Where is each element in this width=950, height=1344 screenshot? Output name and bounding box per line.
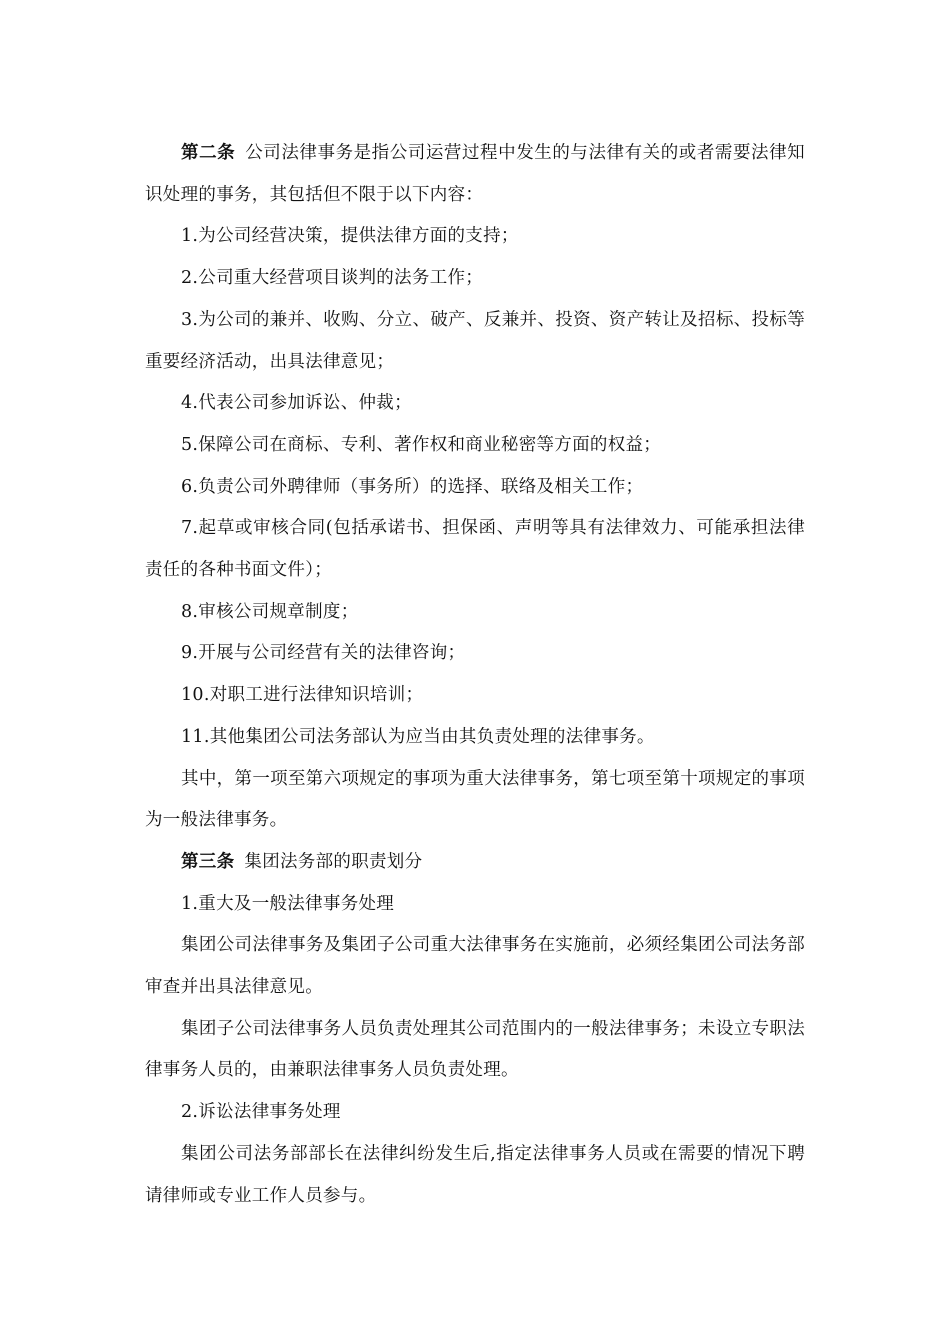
article-2-label: 第二条 xyxy=(181,143,236,163)
list-item: 7.起草或审核合同(包括承诺书、担保函、声明等具有法律效力、可能承担法律责任的各种书面文件）； xyxy=(145,518,805,581)
section-2-paragraph: 集团公司法务部部长在法律纠纷发生后,指定法律事务人员或在需要的情况下聘请律师或专业工作人员参与。 xyxy=(145,1143,805,1206)
list-item: 6.负责公司外聘律师（事务所）的选择、联络及相关工作； xyxy=(181,476,644,497)
section-1-paragraph: 集团公司法律事务及集团子公司重大法律事务在实施前，必须经集团公司法务部审查并出具法律意见。 xyxy=(145,935,805,998)
list-item: 11.其他集团公司法务部认为应当由其负责处理的法律事务。 xyxy=(181,726,655,747)
list-item: 10.对职工进行法律知识培训； xyxy=(181,685,424,706)
list-item: 1.为公司经营决策，提供法律方面的支持； xyxy=(181,226,519,247)
article-3-paragraph xyxy=(145,842,805,884)
section-1-title: 1.重大及一般法律事务处理 xyxy=(181,893,395,914)
document-body xyxy=(145,133,805,1217)
article-2-text: 公司法律事务是指公司运营过程中发生的与法律有关的或者需要法律知识处理的事务，其包括但不限于以下内容： xyxy=(145,143,805,205)
list-item: 2.公司重大经营项目谈判的法务工作； xyxy=(181,268,484,289)
section-2-title: 2.诉讼法律事务处理 xyxy=(181,1102,341,1123)
list-item: 8.审核公司规章制度； xyxy=(181,601,359,622)
section-1-paragraph: 集团子公司法律事务人员负责处理其公司范围内的一般法律事务；未设立专职法律事务人员的，由兼职法律事务人员负责处理。 xyxy=(145,1018,805,1081)
list-item: 3.为公司的兼并、收购、分立、破产、反兼并、投资、资产转让及招标、投标等重要经济活动，出具法律意见； xyxy=(145,309,805,372)
article-3-text: 集团法务部的职责划分 xyxy=(244,851,423,872)
classification-paragraph: 其中，第一项至第六项规定的事项为重大法律事务，第七项至第十项规定的事项为一般法律事务。 xyxy=(145,768,805,831)
list-item: 4.代表公司参加诉讼、仲裁； xyxy=(181,393,412,414)
list-item: 5.保障公司在商标、专利、著作权和商业秘密等方面的权益； xyxy=(181,434,662,455)
article-2-paragraph xyxy=(145,133,805,216)
article-3-label: 第三条 xyxy=(181,851,235,872)
list-item: 9.开展与公司经营有关的法律咨询； xyxy=(181,643,466,664)
